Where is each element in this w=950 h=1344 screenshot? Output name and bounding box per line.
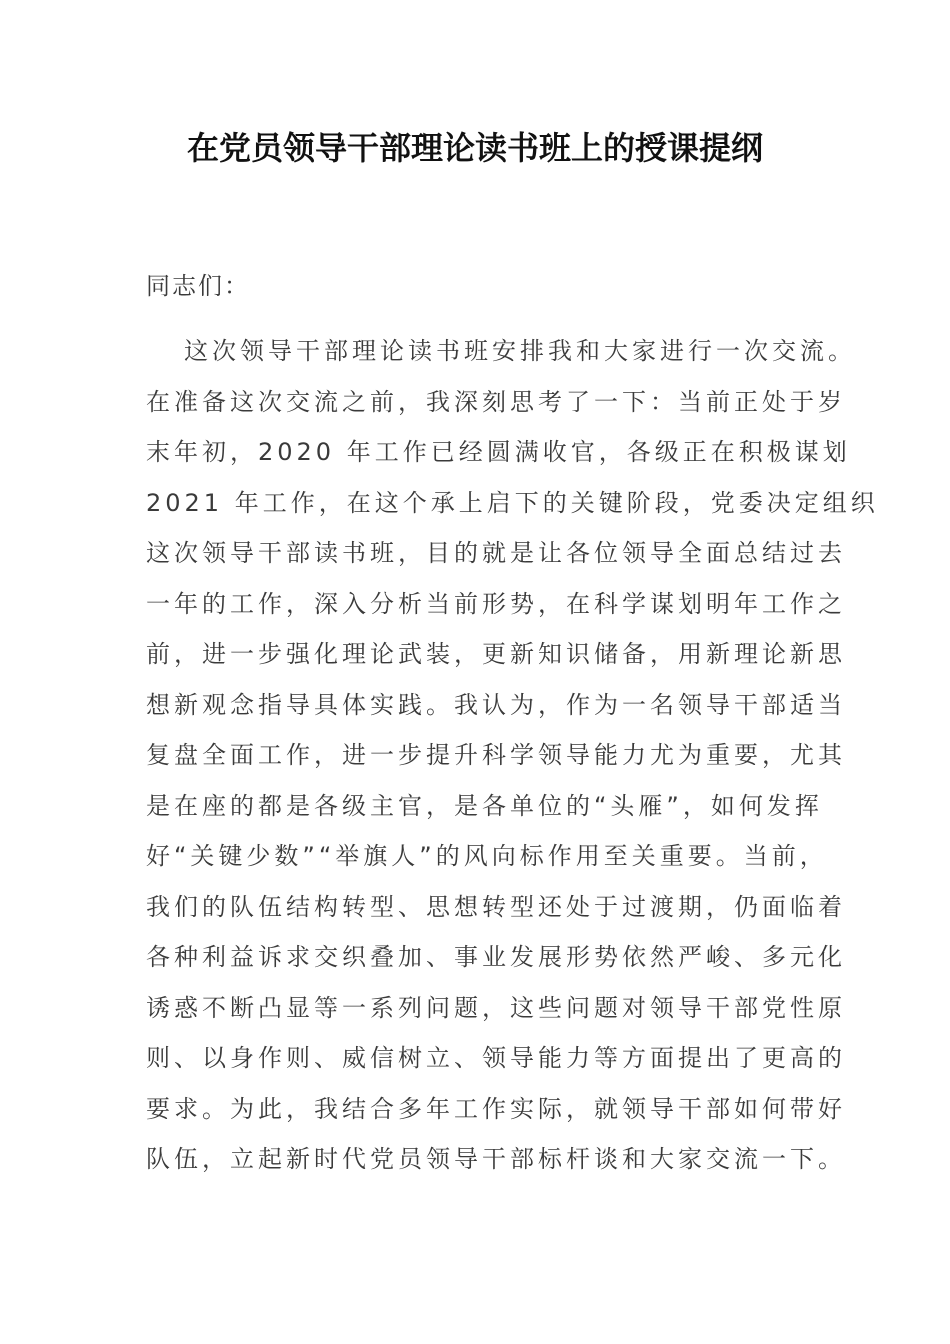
body-paragraph — [146, 326, 879, 1185]
paragraph-line: 一年的工作，深入分析当前形势，在科学谋划明年工作之 — [146, 589, 846, 618]
paragraph-line: 诱惑不断凸显等一系列问题，这些问题对领导干部党性原 — [146, 993, 846, 1022]
paragraph-line: 末年初，2020 年工作已经圆满收官，各级正在积极谋划 — [146, 438, 851, 466]
paragraph-line: 这次领导干部理论读书班安排我和大家进行一次交流。 — [184, 337, 856, 365]
paragraph-line: 则、以身作则、威信树立、领导能力等方面提出了更高的 — [146, 1044, 846, 1072]
paragraph-line: 好“关键少数”“举旗人”的风向标作用至关重要。当前， — [146, 842, 828, 870]
paragraph-line: 这次领导干部读书班，目的就是让各位领导全面总结过去 — [146, 539, 846, 567]
paragraph-line: 我们的队伍结构转型、思想转型还处于过渡期，仍面临着 — [146, 892, 846, 921]
paragraph-line: 想新观念指导具体实践。我认为，作为一名领导干部适当 — [146, 690, 846, 719]
paragraph-line: 前，进一步强化理论武装，更新知识储备，用新理论新思 — [146, 640, 846, 668]
salutation: 同志们： — [146, 272, 250, 300]
paragraph-line: 是在座的都是各级主官，是各单位的“头雁”，如何发挥 — [146, 791, 823, 820]
paragraph-line: 2021 年工作，在这个承上启下的关键阶段，党委决定组织 — [146, 488, 879, 517]
paragraph-line: 各种利益诉求交织叠加、事业发展形势依然严峻、多元化 — [146, 943, 846, 971]
document-title: 在党员领导干部理论读书班上的授课提纲 — [186, 129, 763, 167]
paragraph-line: 队伍，立起新时代党员领导干部标杆谈和大家交流一下。 — [146, 1145, 846, 1173]
paragraph-line: 要求。为此，我结合多年工作实际，就领导干部如何带好 — [146, 1094, 846, 1123]
paragraph-line: 在准备这次交流之前，我深刻思考了一下：当前正处于岁 — [146, 387, 846, 416]
paragraph-line: 复盘全面工作，进一步提升科学领导能力尤为重要，尤其 — [146, 741, 846, 769]
